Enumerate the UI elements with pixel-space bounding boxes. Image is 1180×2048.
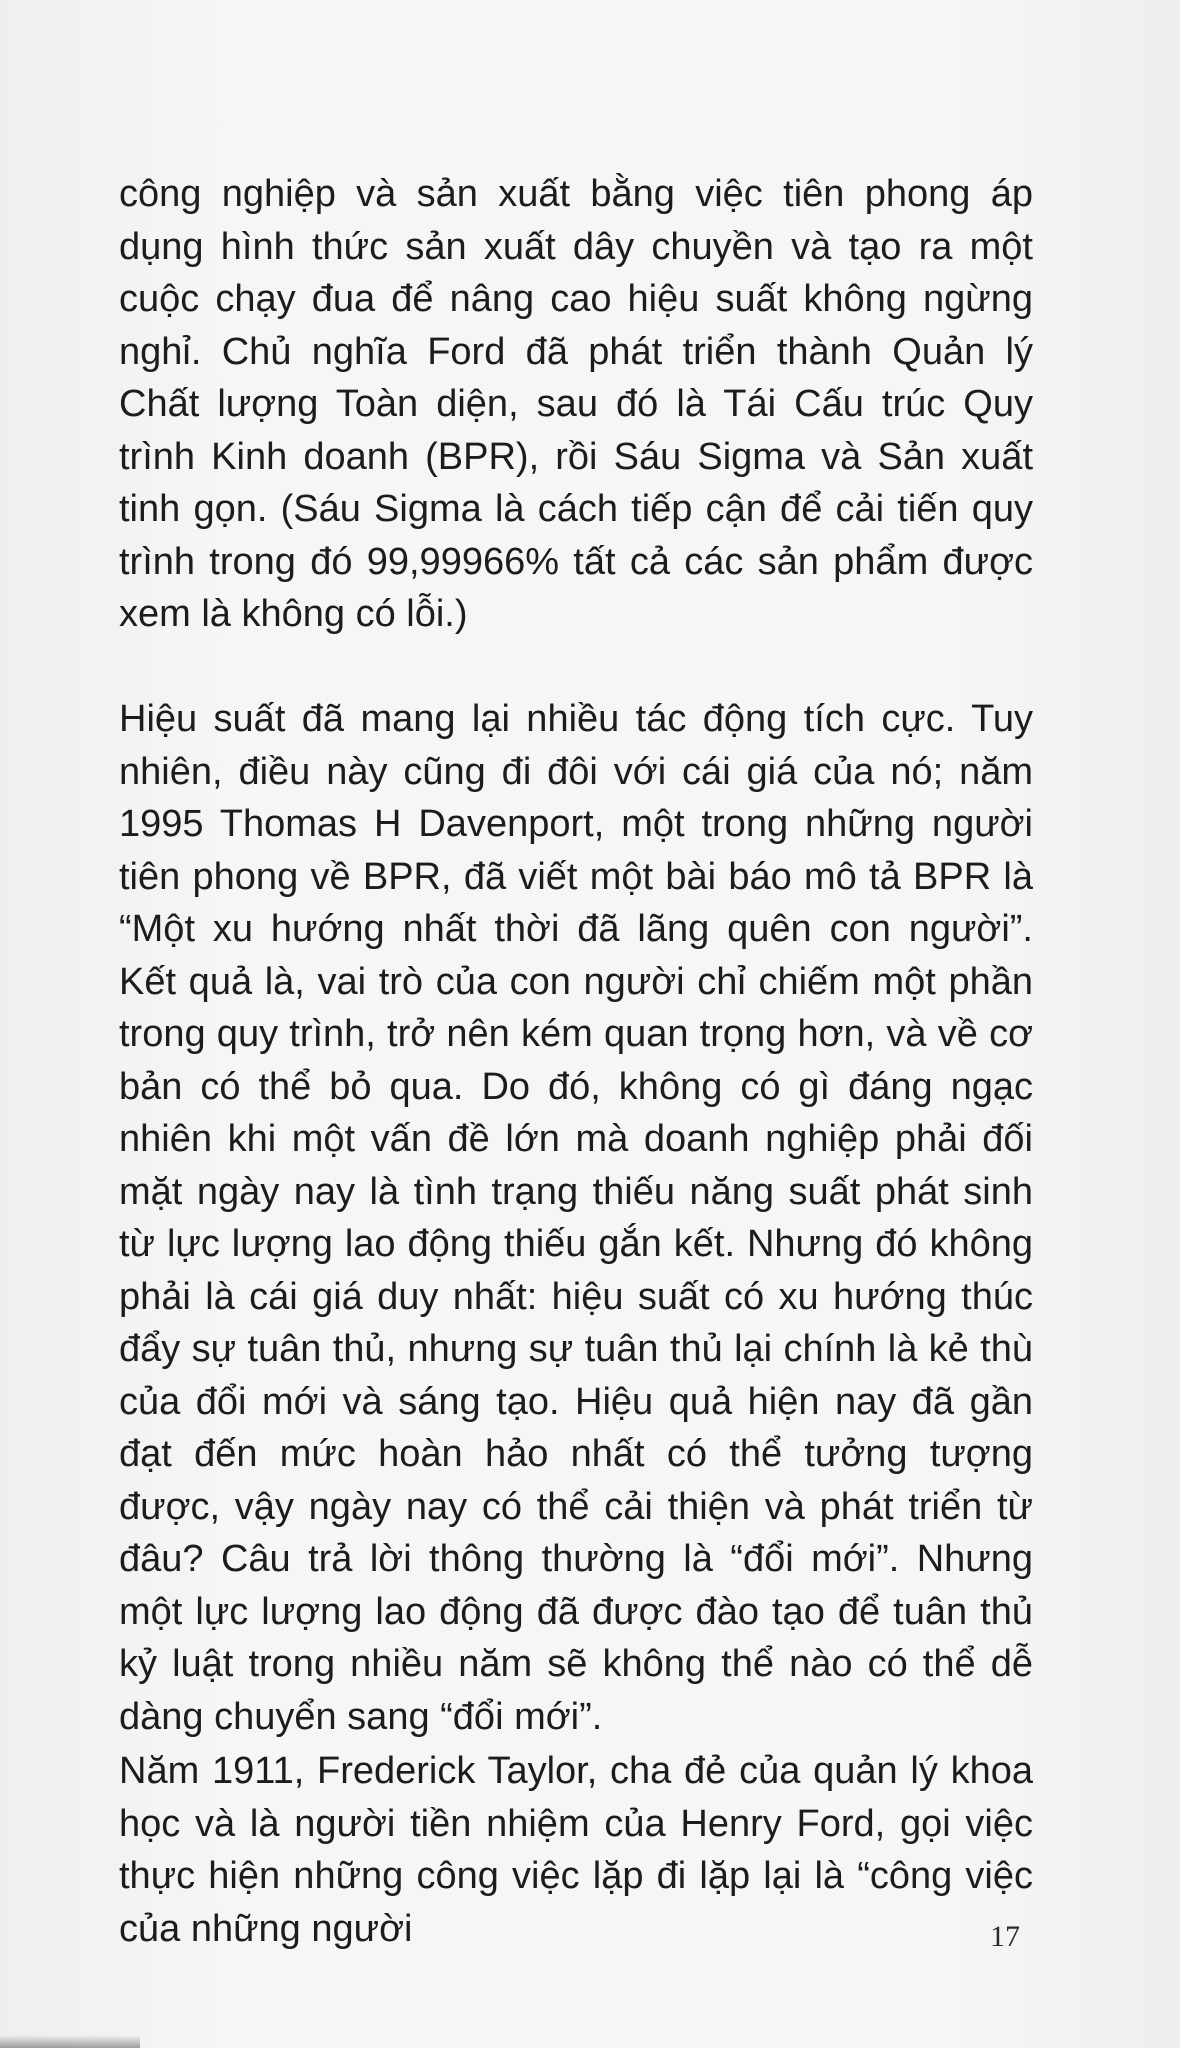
paragraph-1: công nghiệp và sản xuất bằng việc tiên phong áp dụng hình thức sản xuất dây chuyền và tạo ra một cuộc chạy đua để nâng cao hiệu suất không ngừng nghỉ. Chủ nghĩa Ford đã phát triển thành Quản lý Chất lượng Toàn diện, sau đó là Tái Cấu trúc Quy trình Kinh doanh (BPR), rồi Sáu Sigma và Sản xuất tinh gọn. (Sáu Sigma là cách tiếp cận để cải tiến quy trình trong đó 99,99966% tất cả các sản phẩm được xem là không có lỗi.) xyxy=(119,173,1033,635)
page-edge-shadow xyxy=(0,2035,140,2048)
paragraph-3: Năm 1911, Frederick Taylor, cha đẻ của quản lý khoa học và là người tiền nhiệm của Henry Ford, gọi việc thực hiện những công việc lặp đi lặp lại là “công việc của những người xyxy=(119,1750,1033,1950)
paragraph-2: Hiệu suất đã mang lại nhiều tác động tích cực. Tuy nhiên, điều này cũng đi đôi với cái giá của nó; năm 1995 Thomas H Davenport, một trong những người tiên phong về BPR, đã viết một bài báo mô tả BPR là “Một xu hướng nhất thời đã lãng quên con người”. Kết quả là, vai trò của con người chỉ chiếm một phần trong quy trình, trở nên kém quan trọng hơn, và về cơ bản có thể bỏ qua. Do đó, không có gì đáng ngạc nhiên khi một vấn đề lớn mà doanh nghiệp phải đối mặt ngày nay là tình trạng thiếu năng suất phát sinh từ lực lượng lao động thiếu gắn kết. Nhưng đó không phải là cái giá duy nhất: hiệu suất có xu hướng thúc đẩy sự tuân thủ, nhưng sự tuân thủ lại chính là kẻ thù của đổi mới và sáng tạo. Hiệu quả hiện nay đã gần đạt đến mức hoàn hảo nhất có thể tưởng tượng được, vậy ngày nay có thể cải thiện và phát triển từ đâu? Câu trả lời thông thường là “đổi mới”. Nhưng một lực lượng lao động đã được đào tạo để tuân thủ kỷ luật trong nhiều năm sẽ không thể nào có thể dễ dàng chuyển sang “đổi mới”. xyxy=(119,698,1033,1738)
page-number: 17 xyxy=(990,1920,1020,1953)
